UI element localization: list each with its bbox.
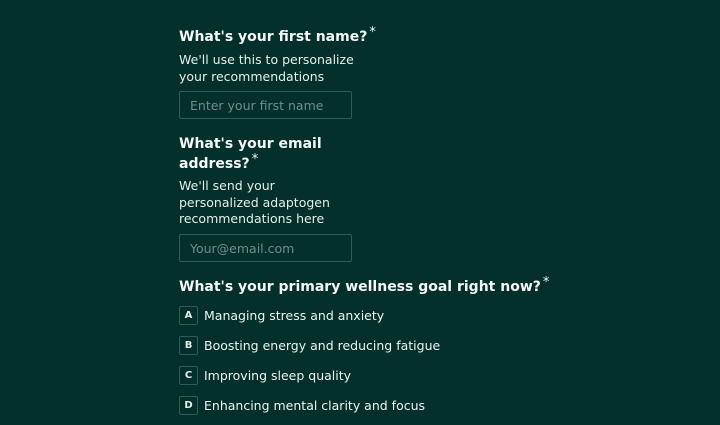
goal-option-c[interactable] (179, 365, 440, 385)
option-label: Improving sleep quality (204, 367, 352, 383)
option-key-badge: A (179, 306, 198, 325)
email-description: We'll send your personalized adaptogen recommendations here (179, 178, 330, 226)
first-name-input[interactable] (179, 91, 352, 119)
goal-option-b[interactable] (179, 335, 440, 355)
option-label: Boosting energy and reducing fatigue (204, 337, 441, 353)
wellness-goal-question (179, 277, 549, 298)
first-name-question-text: What's your first name? (179, 29, 368, 45)
required-asterisk: * (369, 25, 376, 40)
first-name-question (179, 27, 376, 48)
goal-option-d[interactable] (179, 395, 440, 415)
email-question (179, 134, 329, 175)
goal-option-a[interactable] (179, 305, 440, 325)
option-key-badge: D (179, 396, 198, 415)
option-key-badge: C (179, 366, 198, 385)
wellness-goal-options (179, 305, 440, 425)
email-question-text: What's your email address? (179, 136, 322, 172)
required-asterisk: * (251, 152, 259, 167)
email-input[interactable] (179, 234, 352, 262)
wellness-goal-question-text: What's your primary wellness goal right now? (179, 279, 541, 295)
option-key-badge: B (179, 336, 198, 355)
option-label: Enhancing mental clarity and focus (204, 397, 426, 413)
first-name-description: We'll use this to personalize your recommendations (179, 52, 354, 84)
option-label: Managing stress and anxiety (204, 307, 385, 323)
required-asterisk: * (542, 275, 550, 290)
